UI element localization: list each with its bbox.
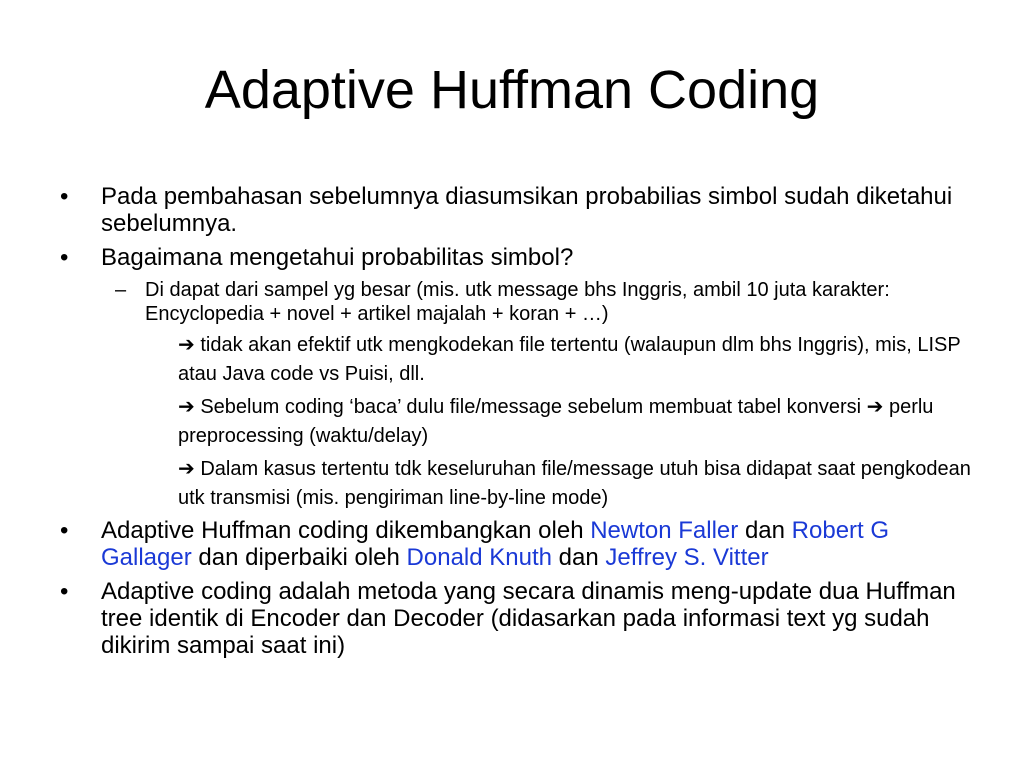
arrow-item bbox=[0, 455, 978, 513]
bullet-icon: • bbox=[60, 517, 69, 544]
arrow-item-text: tidak akan efektif utk mengkodekan file tertentu (walaupun dlm bhs Inggris), mis, LISP atau Java code vs Puisi, dll. bbox=[178, 334, 961, 385]
arrow-item bbox=[0, 331, 978, 389]
arrow-icon: ➔ bbox=[178, 334, 195, 356]
bullet-item bbox=[0, 183, 961, 237]
arrow-icon: ➔ bbox=[178, 396, 195, 418]
bullet-text: Pada pembahasan sebelumnya diasumsikan probabilias simbol sudah diketahui sebelumnya. bbox=[101, 183, 953, 237]
link-newton-faller[interactable]: Newton Faller bbox=[590, 517, 739, 544]
sub-bullet-item bbox=[0, 278, 955, 326]
arrow-item bbox=[0, 393, 978, 451]
link-robert-gallager[interactable]: Robert G Gallager bbox=[101, 517, 890, 571]
link-jeffrey-vitter[interactable]: Jeffrey S. Vitter bbox=[605, 544, 769, 571]
bullet-icon: • bbox=[60, 578, 69, 605]
link-donald-knuth[interactable]: Donald Knuth bbox=[406, 544, 552, 571]
bullet-text: dan bbox=[738, 517, 792, 544]
bullet-icon: • bbox=[60, 244, 69, 271]
arrow-item-text: Sebelum coding ‘baca’ dulu file/message sebelum membuat tabel konversi bbox=[194, 396, 867, 418]
bullet-icon: • bbox=[60, 183, 69, 210]
bullet-text: Bagaimana mengetahui probabilitas simbol? bbox=[101, 244, 574, 271]
dash-icon: – bbox=[115, 279, 127, 301]
bullet-text: Adaptive Huffman coding dikembangkan oleh bbox=[101, 517, 591, 544]
arrow-icon: ➔ bbox=[178, 458, 195, 480]
bullet-text: Adaptive coding adalah metoda yang secara dinamis meng-update dua Huffman tree identik di Encoder dan Decoder (didasarkan pada informasi text yg sudah dikirim sampai saat ini) bbox=[101, 578, 956, 659]
bullet-text: dan bbox=[552, 544, 606, 571]
bullet-text: dan diperbaiki oleh bbox=[191, 544, 407, 571]
arrow-icon: ➔ bbox=[866, 396, 884, 418]
arrow-item-text: perlu preprocessing (waktu/delay) bbox=[178, 396, 934, 447]
slide-title: Adaptive Huffman Coding bbox=[204, 60, 820, 120]
arrow-item-text: Dalam kasus tertentu tdk keseluruhan file/message utuh bisa didapat saat pengkodean utk transmisi (mis. pengiriman line-by-line mode) bbox=[178, 458, 971, 509]
sub-bullet-text: Di dapat dari sampel yg besar (mis. utk message bhs Inggris, ambil 10 juta karakter: Encyclopedia + novel + artikel majalah + koran + …) bbox=[145, 279, 890, 325]
bullet-item bbox=[0, 578, 961, 659]
slide-content bbox=[0, 183, 1024, 659]
bullet-item bbox=[0, 244, 961, 271]
bullet-item bbox=[0, 517, 961, 571]
